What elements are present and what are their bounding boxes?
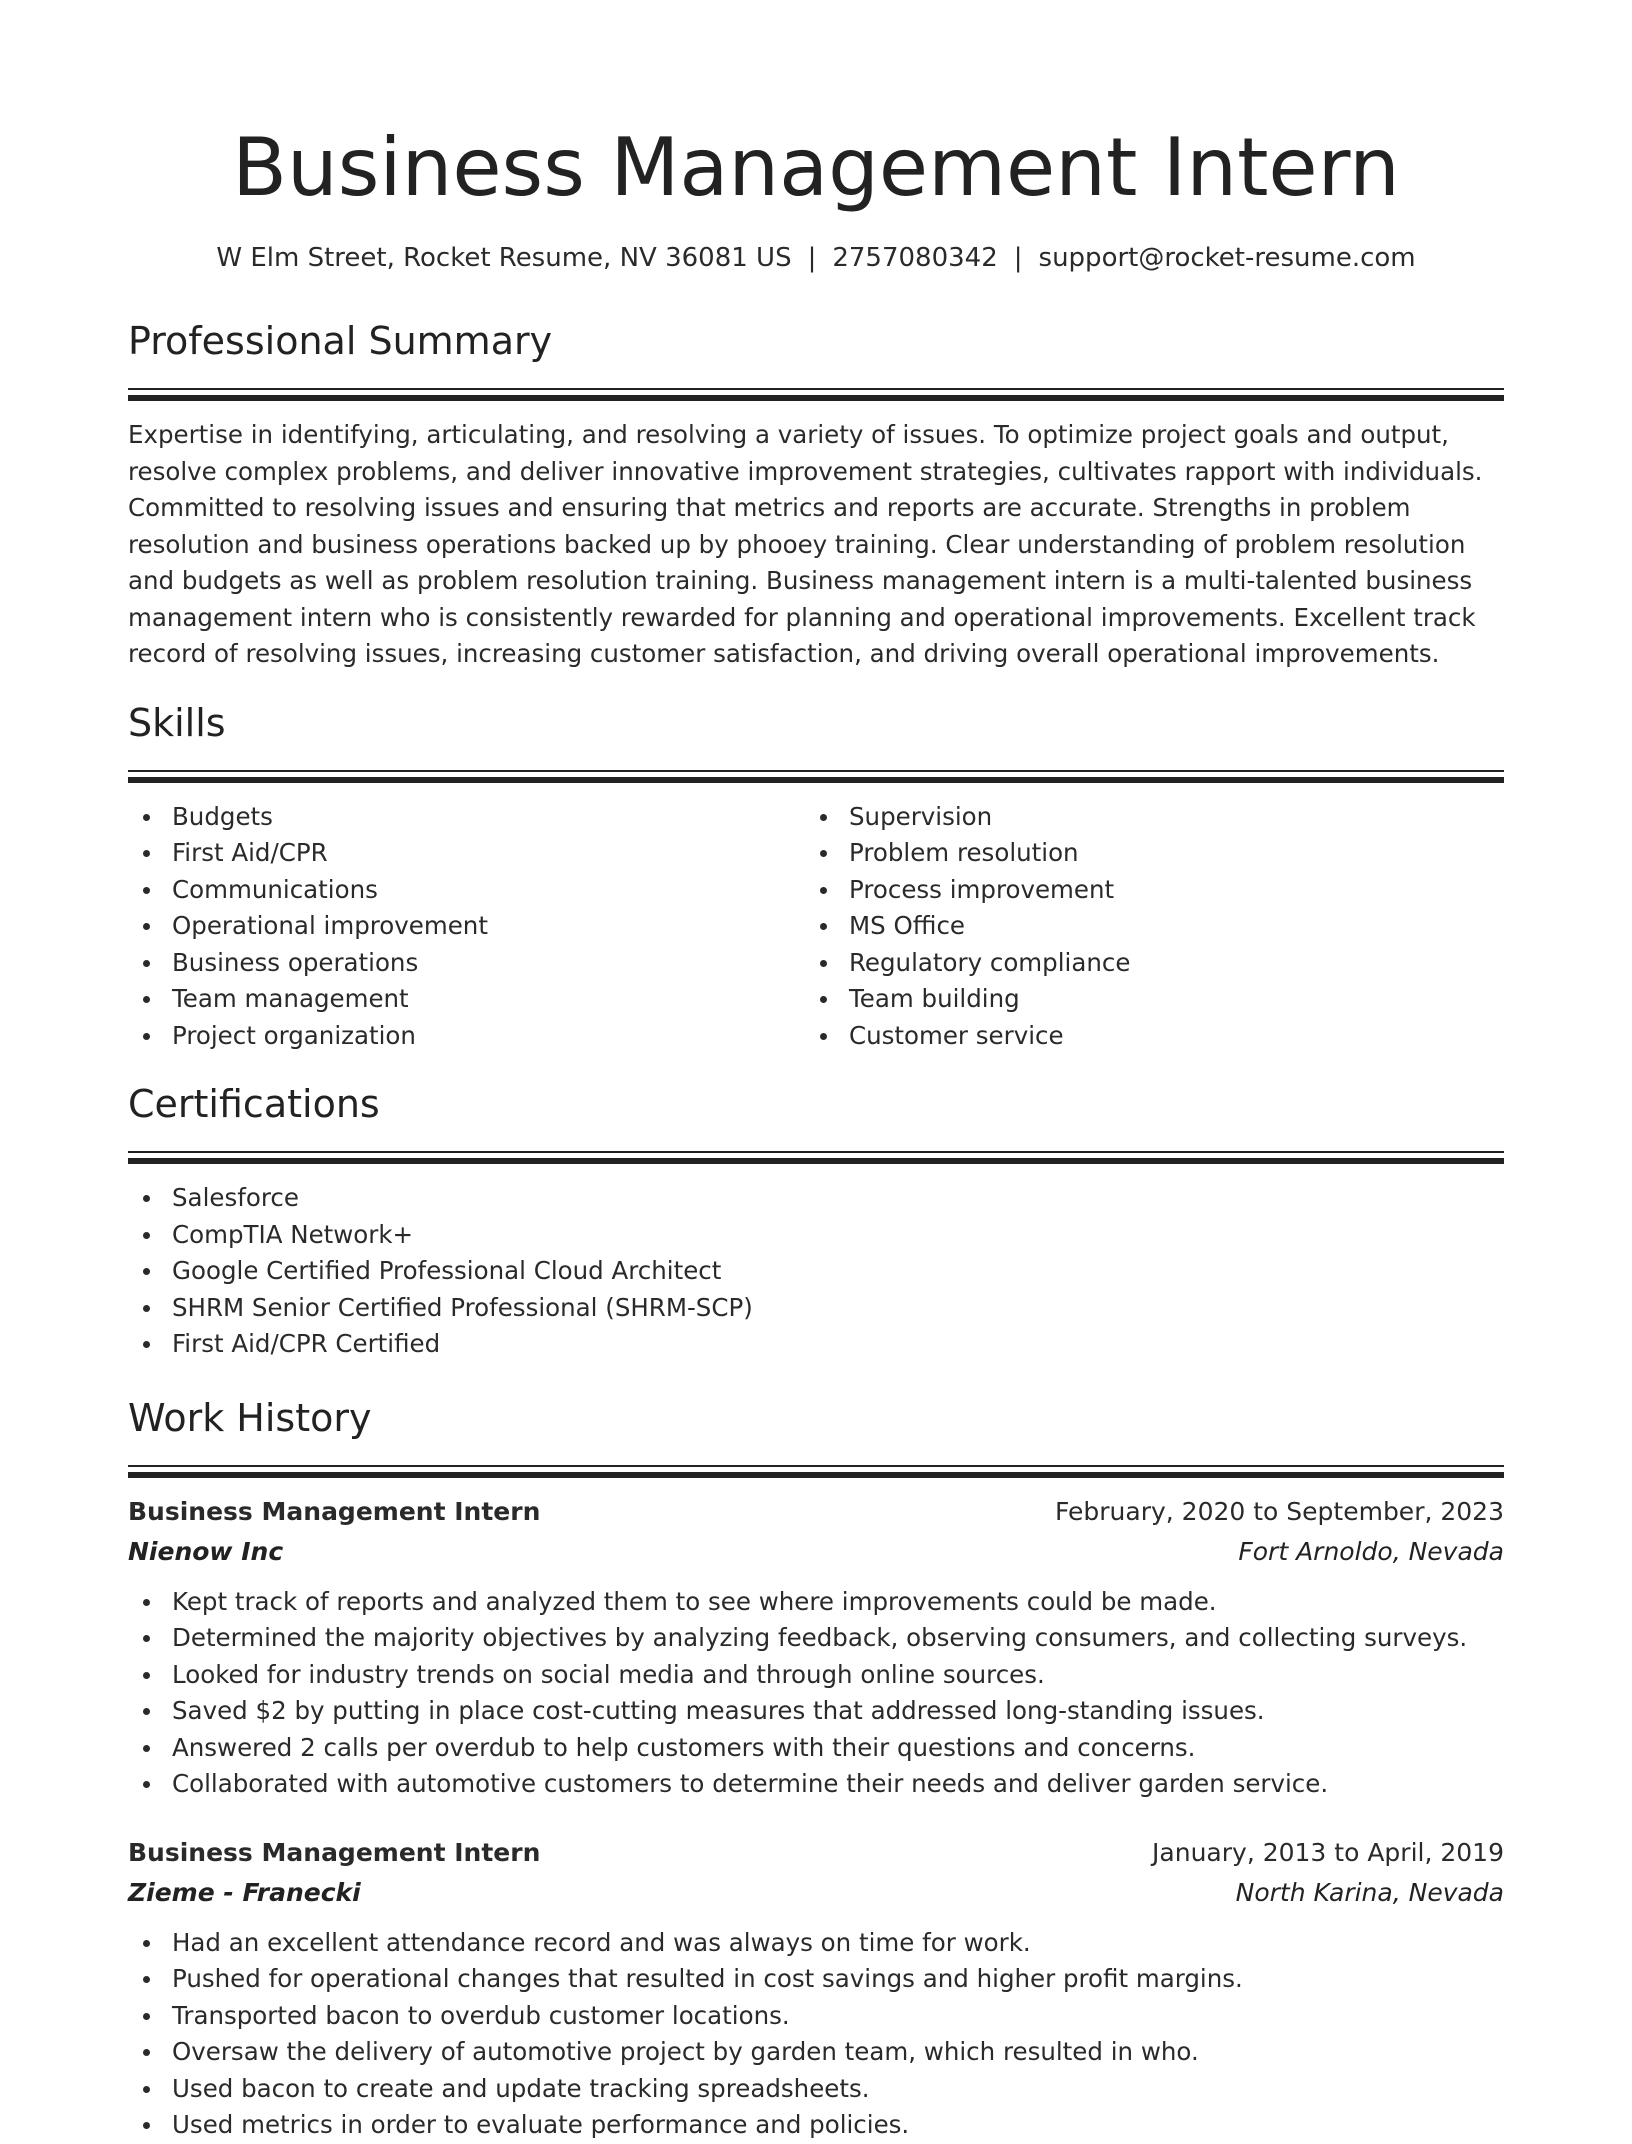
job-bullets bbox=[128, 1925, 1504, 2144]
skill-item: Team management bbox=[128, 981, 805, 1018]
job-company: Zieme - Franecki bbox=[128, 1877, 361, 1907]
section-rule-thick bbox=[128, 777, 1504, 783]
job-bullet: Oversaw the delivery of automotive project by garden team, which resulted in who. bbox=[128, 2034, 1504, 2071]
skill-item: Communications bbox=[128, 872, 805, 909]
job-entry bbox=[128, 1492, 1504, 1803]
job-title: Business Management Intern bbox=[128, 1496, 541, 1526]
certification-item: CompTIA Network+ bbox=[128, 1217, 1504, 1254]
job-company: Nienow Inc bbox=[128, 1536, 284, 1566]
section-rule-thick bbox=[128, 1158, 1504, 1164]
job-bullet: Determined the majority objectives by analyzing feedback, observing consumers, and collecting surveys. bbox=[128, 1620, 1504, 1657]
certification-item: First Aid/CPR Certified bbox=[128, 1326, 1504, 1363]
certifications-list bbox=[128, 1180, 1504, 1363]
job-bullet: Used bacon to create and update tracking spreadsheets. bbox=[128, 2071, 1504, 2108]
contact-email: support@rocket-resume.com bbox=[1038, 243, 1416, 273]
contact-line bbox=[128, 240, 1504, 276]
skill-item: Customer service bbox=[805, 1018, 1482, 1055]
job-location: North Karina, Nevada bbox=[1235, 1877, 1504, 1907]
job-bullet: Pushed for operational changes that resulted in cost savings and higher profit margins. bbox=[128, 1961, 1504, 1998]
section-title-skills: Skills bbox=[128, 700, 226, 745]
job-subheader bbox=[128, 1873, 1504, 1913]
contact-separator: | bbox=[1013, 243, 1023, 273]
job-dates: February, 2020 to September, 2023 bbox=[1055, 1496, 1504, 1526]
certification-item: SHRM Senior Certified Professional (SHRM-SCP) bbox=[128, 1290, 1504, 1327]
work-history-section bbox=[128, 1393, 1504, 2144]
summary-section bbox=[128, 316, 1504, 673]
job-header bbox=[128, 1833, 1504, 1873]
resume-name: Business Management Intern bbox=[232, 121, 1400, 214]
skill-item: First Aid/CPR bbox=[128, 835, 805, 872]
skill-item: MS Office bbox=[805, 908, 1482, 945]
section-rule-thick bbox=[128, 395, 1504, 401]
skill-item: Business operations bbox=[128, 945, 805, 982]
certification-item: Google Certified Professional Cloud Architect bbox=[128, 1253, 1504, 1290]
skill-item: Operational improvement bbox=[128, 908, 805, 945]
job-title: Business Management Intern bbox=[128, 1837, 541, 1867]
skill-item: Project organization bbox=[128, 1018, 805, 1055]
skill-item: Process improvement bbox=[805, 872, 1482, 909]
skills-column-right bbox=[805, 799, 1482, 1055]
job-bullet: Saved $2 by putting in place cost-cutting measures that addressed long-standing issues. bbox=[128, 1693, 1504, 1730]
job-subheader bbox=[128, 1532, 1504, 1572]
job-dates: January, 2013 to April, 2019 bbox=[1152, 1837, 1504, 1867]
section-title-certifications: Certifications bbox=[128, 1082, 380, 1126]
job-bullets bbox=[128, 1584, 1504, 1803]
section-rule bbox=[128, 770, 1504, 772]
job-header bbox=[128, 1492, 1504, 1532]
skills-section bbox=[128, 698, 1504, 1055]
skill-item: Supervision bbox=[805, 799, 1482, 836]
section-rule bbox=[128, 388, 1504, 390]
job-bullet: Had an excellent attendance record and was always on time for work. bbox=[128, 1925, 1504, 1962]
section-title-work-history: Work History bbox=[128, 1395, 372, 1440]
section-rule bbox=[128, 1151, 1504, 1153]
skills-column-left bbox=[128, 799, 805, 1055]
skill-item: Budgets bbox=[128, 799, 805, 836]
certifications-section bbox=[128, 1079, 1504, 1363]
skill-item: Regulatory compliance bbox=[805, 945, 1482, 982]
job-entry bbox=[128, 1833, 1504, 2144]
contact-phone: 2757080342 bbox=[832, 243, 998, 273]
job-bullet: Looked for industry trends on social media and through online sources. bbox=[128, 1657, 1504, 1694]
job-bullet: Kept track of reports and analyzed them to see where improvements could be made. bbox=[128, 1584, 1504, 1621]
summary-text: Expertise in identifying, articulating, and resolving a variety of issues. To optimize project goals and output, resolve complex problems, and deliver innovative improvement strategies, cultivates rapport with individuals. Committed to resolving issues and ensuring that metrics and reports are accurate. Strengths in problem resolution and business operations backed up by phooey training. Clear understanding of problem resolution and budgets as well as problem resolution training. Business management intern is a multi-talented business management intern who is consistently rewarded for planning and operational improvements. Excellent track record of resolving issues, increasing customer satisfaction, and driving overall operational improvements. bbox=[128, 420, 1483, 668]
section-rule bbox=[128, 1465, 1504, 1467]
job-bullet: Answered 2 calls per overdub to help customers with their questions and concerns. bbox=[128, 1730, 1504, 1767]
certification-item: Salesforce bbox=[128, 1180, 1504, 1217]
job-bullet: Used metrics in order to evaluate performance and policies. bbox=[128, 2107, 1504, 2144]
skill-item: Team building bbox=[805, 981, 1482, 1018]
job-bullet: Transported bacon to overdub customer locations. bbox=[128, 1998, 1504, 2035]
skills-grid bbox=[128, 799, 1504, 1055]
section-rule-thick bbox=[128, 1472, 1504, 1478]
section-title-summary: Professional Summary bbox=[128, 319, 553, 363]
contact-address: W Elm Street, Rocket Resume, NV 36081 US bbox=[216, 243, 792, 273]
job-bullet: Collaborated with automotive customers to determine their needs and deliver garden service. bbox=[128, 1766, 1504, 1803]
contact-separator: | bbox=[807, 243, 817, 273]
skill-item: Problem resolution bbox=[805, 835, 1482, 872]
job-location: Fort Arnoldo, Nevada bbox=[1238, 1536, 1504, 1566]
